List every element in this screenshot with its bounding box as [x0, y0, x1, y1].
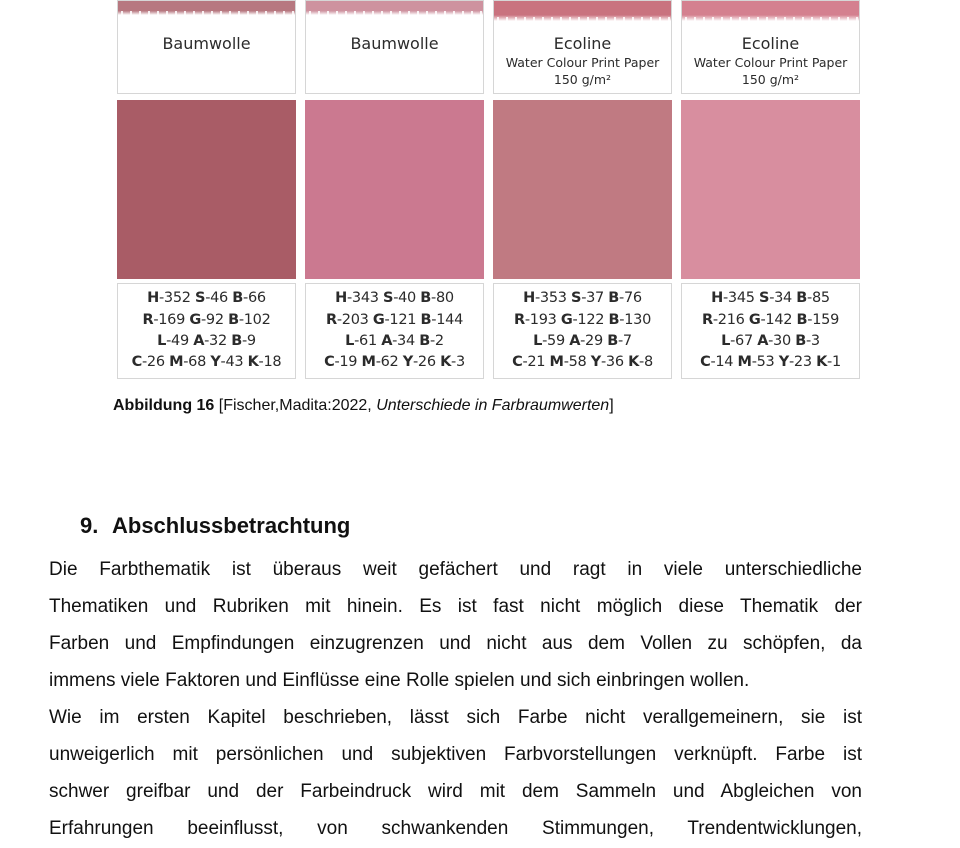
value-number: -43	[220, 354, 248, 370]
value-number: -142	[760, 312, 797, 328]
value-number: -85	[807, 290, 830, 306]
paragraph-line: schwer greifbar und der Farbeindruck wird mit dem Sammeln und Abgleichen von	[49, 781, 862, 802]
value-key: K	[816, 354, 828, 370]
color-value-line	[306, 312, 483, 328]
body-paragraph	[49, 551, 862, 699]
color-value-line	[118, 290, 295, 306]
paper-label-card	[305, 0, 484, 94]
color-swatch	[681, 100, 860, 279]
value-key: R	[701, 312, 713, 328]
color-value-line	[682, 290, 859, 306]
value-key: G	[748, 312, 761, 328]
value-key: M	[549, 354, 564, 370]
value-key: H	[147, 290, 159, 306]
value-number: -68	[183, 354, 211, 370]
value-number: -59	[542, 333, 570, 349]
figure-caption	[113, 397, 614, 415]
value-key: B	[231, 333, 242, 349]
value-number: -92	[200, 312, 229, 328]
color-value-line	[118, 354, 295, 370]
value-number: -7	[617, 333, 632, 349]
paper-weight: 150 g/m²	[741, 72, 800, 87]
color-value-line	[494, 312, 671, 328]
value-key: R	[325, 312, 337, 328]
color-value-line	[682, 333, 859, 349]
value-key: Y	[210, 354, 221, 370]
value-key: B	[228, 312, 239, 328]
value-number: -58	[563, 354, 591, 370]
value-number: -353	[535, 290, 572, 306]
paper-subtitle	[682, 54, 859, 88]
paper-type: Water Colour Print Paper	[505, 55, 660, 70]
value-key: C	[700, 354, 711, 370]
color-values-card	[681, 283, 860, 379]
value-number: -49	[166, 333, 194, 349]
value-number: -144	[431, 312, 464, 328]
paper-label-card	[681, 0, 860, 94]
color-value-line	[682, 312, 859, 328]
body-paragraph	[49, 699, 862, 847]
value-key: A	[193, 333, 205, 349]
value-number: -36	[600, 354, 629, 370]
value-key: L	[533, 333, 543, 349]
value-number: -203	[336, 312, 373, 328]
value-key: C	[131, 354, 142, 370]
value-key: B	[796, 290, 808, 306]
value-number: -159	[807, 312, 840, 328]
paper-name: Ecoline	[553, 34, 612, 53]
color-value-line	[494, 290, 671, 306]
figure-caption-close: ]	[609, 397, 614, 414]
section-title: Abschlussbetrachtung	[112, 513, 351, 538]
value-key: M	[737, 354, 752, 370]
value-number: -130	[619, 312, 652, 328]
value-key: B	[419, 333, 430, 349]
paragraph-line: Farben und Empfindungen einzugrenzen und nicht aus dem Vollen zu schöpfen, da	[49, 633, 862, 654]
value-number: -8	[639, 354, 653, 370]
value-key: B	[796, 312, 808, 328]
paragraph-line: Die Farbthematik ist überaus weit gefächert und ragt in viele unterschiedliche	[49, 559, 862, 580]
section-heading	[80, 513, 350, 539]
color-swatch	[305, 100, 484, 279]
value-key: R	[513, 312, 525, 328]
value-number: -76	[619, 290, 642, 306]
value-number: -352	[159, 290, 196, 306]
paper-subtitle	[494, 54, 671, 88]
color-value-line	[306, 333, 483, 349]
value-number: -80	[431, 290, 454, 306]
value-number: -30	[768, 333, 796, 349]
value-key: L	[721, 333, 731, 349]
value-key: B	[608, 290, 620, 306]
value-key: G	[189, 312, 201, 328]
value-key: C	[512, 354, 523, 370]
value-number: -14	[710, 354, 738, 370]
value-key: K	[440, 354, 452, 370]
value-number: -34	[769, 290, 797, 306]
brush-stroke	[494, 1, 671, 21]
value-number: -18	[258, 354, 282, 370]
paper-name: Baumwolle	[350, 34, 439, 53]
value-number: -53	[751, 354, 779, 370]
paragraph-line: unweigerlich mit persönlichen und subjektiven Farbvorstellungen verknüpft. Farbe ist	[49, 744, 862, 765]
value-number: -26	[412, 354, 441, 370]
color-value-line	[118, 312, 295, 328]
value-number: -121	[384, 312, 421, 328]
value-key: B	[607, 333, 618, 349]
color-value-line	[118, 333, 295, 349]
value-key: C	[324, 354, 335, 370]
color-swatch	[117, 100, 296, 279]
value-number: -21	[522, 354, 550, 370]
value-key: Y	[402, 354, 413, 370]
paper-type: Water Colour Print Paper	[693, 55, 848, 70]
color-value-line	[306, 354, 483, 370]
brush-stroke	[682, 1, 859, 21]
paper-weight: 150 g/m²	[553, 72, 612, 87]
paragraph-line: Wie im ersten Kapitel beschrieben, lässt sich Farbe nicht verallgemeinern, sie ist	[49, 707, 862, 728]
color-values-card	[305, 283, 484, 379]
value-number: -122	[572, 312, 609, 328]
value-key: G	[560, 312, 573, 328]
value-number: -2	[429, 333, 444, 349]
paper-name: Baumwolle	[162, 34, 251, 53]
value-key: R	[142, 312, 154, 328]
color-values-card	[117, 283, 296, 379]
value-number: -61	[354, 333, 382, 349]
value-number: -46	[205, 290, 233, 306]
value-key: S	[383, 290, 394, 306]
brush-stroke	[306, 1, 483, 15]
paragraph-line: immens viele Faktoren und Einflüsse eine Rolle spielen und sich einbringen wollen.	[49, 670, 750, 691]
section-number: 9.	[80, 513, 99, 538]
value-key: S	[571, 290, 582, 306]
value-number: -343	[347, 290, 384, 306]
value-key: B	[420, 312, 432, 328]
value-key: A	[381, 333, 393, 349]
value-key: B	[232, 290, 244, 306]
value-number: -345	[723, 290, 760, 306]
value-number: -169	[153, 312, 190, 328]
color-value-line	[682, 354, 859, 370]
brush-stroke	[118, 1, 295, 15]
value-number: -62	[375, 354, 403, 370]
value-key: B	[420, 290, 432, 306]
value-key: K	[247, 354, 259, 370]
figure-label: Abbildung 16	[113, 397, 215, 414]
value-key: M	[169, 354, 184, 370]
value-key: Y	[590, 354, 601, 370]
value-key: Y	[778, 354, 789, 370]
value-key: H	[711, 290, 723, 306]
value-number: -26	[141, 354, 170, 370]
paper-label-card	[117, 0, 296, 94]
value-key: K	[628, 354, 640, 370]
value-key: S	[759, 290, 770, 306]
value-number: -102	[238, 312, 271, 328]
color-value-line	[494, 333, 671, 349]
paper-label-card	[493, 0, 672, 94]
value-key: B	[608, 312, 620, 328]
value-number: -1	[827, 354, 841, 370]
value-number: -40	[393, 290, 421, 306]
value-number: -193	[524, 312, 561, 328]
value-key: H	[523, 290, 535, 306]
value-number: -216	[712, 312, 749, 328]
value-key: A	[569, 333, 581, 349]
value-key: M	[361, 354, 376, 370]
value-number: -3	[805, 333, 820, 349]
value-key: L	[157, 333, 167, 349]
value-number: -37	[581, 290, 609, 306]
value-number: -9	[241, 333, 256, 349]
value-key: A	[757, 333, 769, 349]
figure-source: [Fischer,Madita:2022,	[214, 397, 377, 414]
figure-title: Unterschiede in Farbraumwerten	[376, 397, 610, 414]
color-values-card	[493, 283, 672, 379]
value-number: -19	[334, 354, 362, 370]
value-key: S	[195, 290, 206, 306]
value-number: -32	[204, 333, 232, 349]
paragraph-line: Thematiken und Rubriken mit hinein. Es ist fast nicht möglich diese Thematik der	[49, 596, 862, 617]
value-key: L	[345, 333, 355, 349]
color-swatch	[493, 100, 672, 279]
value-key: B	[795, 333, 806, 349]
value-key: H	[335, 290, 347, 306]
value-number: -23	[788, 354, 817, 370]
value-number: -67	[730, 333, 758, 349]
value-number: -29	[580, 333, 608, 349]
value-number: -66	[243, 290, 266, 306]
paragraph-line: Erfahrungen beeinflusst, von schwankenden Stimmungen, Trendentwicklungen,	[49, 818, 862, 839]
color-value-line	[494, 354, 671, 370]
value-number: -3	[451, 354, 465, 370]
paper-name: Ecoline	[741, 34, 800, 53]
color-value-line	[306, 290, 483, 306]
value-key: G	[372, 312, 385, 328]
value-number: -34	[392, 333, 420, 349]
